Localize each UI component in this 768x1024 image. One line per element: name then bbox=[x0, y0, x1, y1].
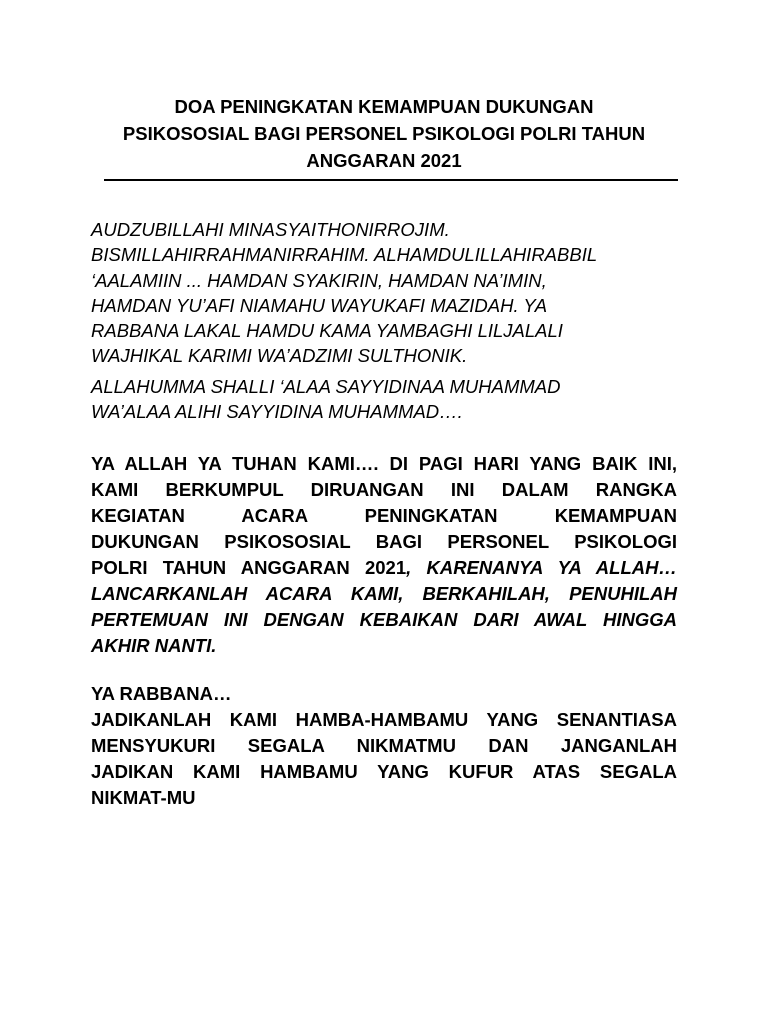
prayer1-line-5-italic: , KARENANYA YA ALLAH… bbox=[406, 557, 677, 578]
prayer1-line-6: LANCARKANLAH ACARA KAMI, BERKAHILAH, PENUHILAH bbox=[91, 583, 677, 604]
opening-line-6: WAJHIKAL KARIMI WA’ADZIMI SULTHONIK. bbox=[91, 345, 468, 367]
prayer1-line-3: KEGIATAN ACARA PENINGKATAN KEMAMPUAN bbox=[91, 505, 677, 526]
shalawat-line-2: WA’ALAA ALIHI SAYYIDINA MUHAMMAD…. bbox=[91, 401, 463, 423]
prayer2-line-4: NIKMAT-MU bbox=[91, 787, 196, 808]
title-underline-divider bbox=[104, 179, 678, 181]
document-title bbox=[92, 93, 676, 174]
prayer-paragraph-1 bbox=[91, 451, 677, 659]
title-line-2: PSIKOSOSIAL BAGI PERSONEL PSIKOLOGI POLRI TAHUN bbox=[122, 123, 646, 144]
prayer1-line-8: AKHIR NANTI. bbox=[91, 635, 217, 656]
prayer1-line-5 bbox=[91, 555, 677, 581]
title-line-3: ANGGARAN 2021 bbox=[306, 150, 462, 171]
prayer1-line-1: YA ALLAH YA TUHAN KAMI…. DI PAGI HARI YANG BAIK INI, bbox=[91, 453, 677, 474]
shalawat-line-1: ALLAHUMMA SHALLI ‘ALAA SAYYIDINAA MUHAMMAD bbox=[91, 376, 561, 397]
opening-line-5: RABBANA LAKAL HAMDU KAMA YAMBAGHI LILJALALI bbox=[91, 320, 563, 342]
shalawat-paragraph bbox=[91, 374, 681, 425]
prayer1-line-2: KAMI BERKUMPUL DIRUANGAN INI DALAM RANGKA bbox=[91, 479, 677, 500]
prayer2-heading: YA RABBANA… bbox=[91, 683, 232, 704]
opening-line-2: BISMILLAHIRRAHMANIRRAHIM. ALHAMDULILLAHIRABBIL bbox=[91, 244, 598, 266]
prayer2-line-3: JADIKAN KAMI HAMBAMU YANG KUFUR ATAS SEGALA bbox=[91, 761, 677, 782]
opening-paragraph bbox=[91, 217, 681, 369]
title-line-1: DOA PENINGKATAN KEMAMPUAN DUKUNGAN bbox=[174, 96, 594, 117]
prayer-paragraph-2 bbox=[91, 681, 677, 811]
opening-line-4: HAMDAN YU’AFI NIAMAHU WAYUKAFI MAZIDAH. YA bbox=[91, 294, 548, 316]
opening-line-1: AUDZUBILLAHI MINASYAITHONIRROJIM. bbox=[91, 219, 450, 240]
opening-line-3: ‘AALAMIIN ... HAMDAN SYAKIRIN, HAMDAN NA’IMIN, bbox=[91, 269, 547, 291]
prayer2-line-2: MENSYUKURI SEGALA NIKMATMU DAN JANGANLAH bbox=[91, 735, 677, 756]
prayer2-line-1: JADIKANLAH KAMI HAMBA-HAMBAMU YANG SENANTIASA bbox=[91, 709, 677, 730]
prayer1-line-5-plain: POLRI TAHUN ANGGARAN 2021 bbox=[91, 557, 407, 578]
prayer1-line-4: DUKUNGAN PSIKOSOSIAL BAGI PERSONEL PSIKOLOGI bbox=[91, 531, 677, 552]
prayer1-line-7: PERTEMUAN INI DENGAN KEBAIKAN DARI AWAL HINGGA bbox=[91, 609, 677, 630]
